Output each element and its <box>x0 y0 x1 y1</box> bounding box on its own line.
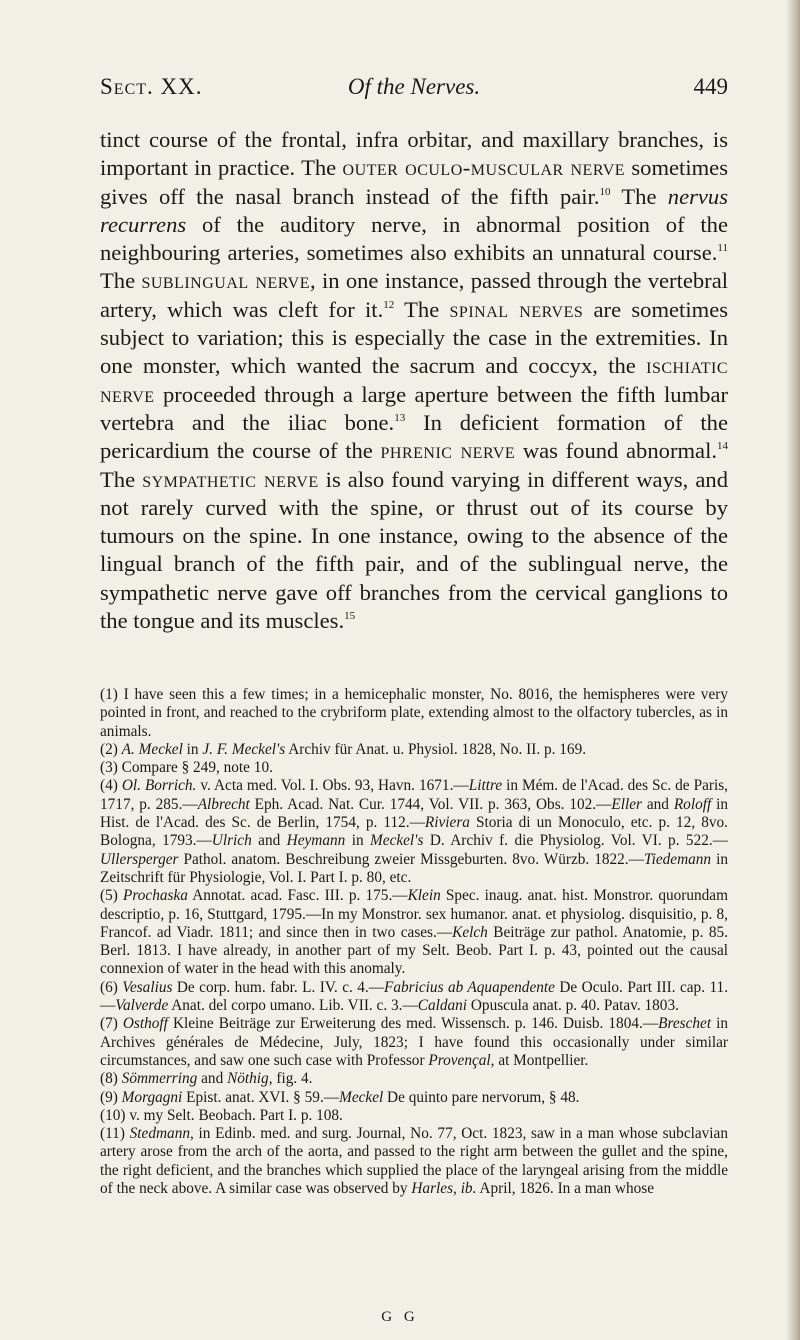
footnote-3: (3) Compare § 249, note 10. <box>100 759 273 777</box>
footnote-9: (9) Morgagni Epist. anat. XVI. § 59.—Meckel De quinto pare nervorum, § 48. <box>100 1088 580 1106</box>
running-header <box>100 74 728 110</box>
footnote-ref-15: 15 <box>344 610 356 623</box>
footnote-6: (6) Vesalius De corp. hum. fabr. L. IV. c. 4.—Fabricius ab Aquapendente De Oculo. Part III. cap. 11.—Valverde Anat. del corpo umano. Lib. VII. c. 3.—Caldani Opuscula anat. p. 40. Patav. 1803. <box>100 978 729 1015</box>
footnote-ref-10: 10 <box>599 185 611 198</box>
term-nervus-recurrens: nervus recurrens <box>100 183 729 237</box>
footnote-ref-14: 14 <box>717 440 728 453</box>
term-sympathetic-nerve: sympathetic nerve <box>142 466 319 492</box>
footnote-7: (7) Osthoff Kleine Beiträge zur Erweiterung des med. Wissensch. p. 146. Duisb. 1804.—Breschet in Archives générales de Médecine, July, 1823; I have found this occasionally under similar circumstances, and saw one such case with Professor Provençal, at Montpellier. <box>100 1015 728 1069</box>
footnote-5: (5) Prochaska Annotat. acad. Fasc. III. p. 175.—Klein Spec. inaug. anat. hist. Monstror. quorundam descriptio, p. 16, Stuttgard, 1795.—In my Monstror. sex humanor. anat. et physiolog. disquisitio, p. 8, Francof. ad Viadr. 1811; and since then in two cases.—Kelch Beiträge zur pathol. Anatomie, p. 85. Berl. 1813. I have already, in another part of my Selt. Beob. Part I. p. 43, pointed out the causal connexion of water in the head with this anomaly. <box>100 887 729 978</box>
footnote-ref-13: 13 <box>394 411 406 424</box>
footnote-11: (11) Stedmann, in Edinb. med. and surg. Journal, No. 77, Oct. 1823, saw in a man whose subclavian artery arose from the arch of the aorta, and passed to the right arm between the gullet and the spine, the right deficient, and the branches which supplied the place of the laryngeal arising from the middle of the neck above. A similar case was observed by Harles, ib. April, 1826. In a man whose <box>100 1125 728 1198</box>
footnotes <box>100 686 728 1198</box>
term-ischiatic-nerve: ischiatic nerve <box>100 353 728 407</box>
term-spinal-nerves: spinal nerves <box>449 296 584 322</box>
footnote-4: (4) Ol. Borrich. v. Acta med. Vol. I. Obs. 93, Havn. 1671.—Littre in Mém. de l'Acad. des Sc. de Paris, 1717, p. 285.—Albrecht Eph. Acad. Nat. Cur. 1744, Vol. VII. p. 363, Obs. 102.—Eller and Roloff in Hist. de l'Acad. des Sc. de Berlin, 1754, p. 112.—Riviera Storia di un Monoculo, etc. p. 12, 8vo. Bologna, 1793.—Ulrich and Heymann in Meckel's D. Archiv f. die Physiolog. Vol. VI. p. 522.—Ullersperger Pathol. anatom. Beschreibung zweier Missgeburten. 8vo. Würzb. 1822.—Tiedemann in Zeitschrift für Physiologie, Vol. I. Part I. p. 80, etc. <box>100 777 729 886</box>
footnote-2: (2) A. Meckel in J. F. Meckel's Archiv für Anat. u. Physiol. 1828, No. II. p. 169. <box>100 740 587 758</box>
page-title: Of the Nerves. <box>347 74 481 99</box>
footnote-1: (1) I have seen this a few times; in a hemicephalic monster, No. 8016, the hemispheres were very pointed in front, and reached to the crybriform plate, extending almost to the olfactory tubercles, as in animals. <box>100 686 728 740</box>
term-phrenic-nerve: phrenic nerve <box>380 438 516 464</box>
signature-mark: G G <box>381 1309 419 1325</box>
page-number: 449 <box>693 74 728 99</box>
footnote-8: (8) Sömmerring and Nöthig, fig. 4. <box>100 1070 313 1088</box>
section-label: Sect. XX. <box>100 74 203 99</box>
footnote-ref-12: 12 <box>383 298 395 311</box>
term-outer-oculo-muscular-nerve: outer oculo-muscular nerve <box>342 155 626 181</box>
footnote-ref-11: 11 <box>717 242 728 255</box>
term-sublingual-nerve: sublingual nerve <box>141 268 310 294</box>
footnote-10: (10) v. my Selt. Beobach. Part I. p. 108. <box>100 1106 343 1124</box>
main-text: tinct course of the frontal, infra orbitar, and maxillary branches, is important in practice. The outer oculo-muscular nerve sometimes gives off the nasal branch instead of the fifth pair.$^{10}$ The nervus recurrens of the auditory nerve, in abnormal position of the neighbouring arteries, sometimes also exhibits an unnatural course.$^{11}$ The sublingual nerve, in one instance, passed through the vertebral artery, which was cleft for it.$^{12}$ The spinal nerves are sometimes subject to variation; this is especially the case in the extremities. In one monster, which wanted the sacrum and coccyx, the ischiatic nerve proceeded through a large aperture between the fifth lumbar vertebra and the iliac bone.$^{13}$ In deficient formation of the pericardium the course of the phrenic nerve was found abnormal.$^{14}$ The sympathetic nerve is also found varying in different ways, and not rarely curved with the spine, or thrust out of its course by tumours on the spine. In one instance, owing to the absence of the lingual branch of the fifth pair, and of the sublingual nerve, the sympathetic nerve gave off branches from the cervical ganglions to the tongue and its muscles.$^{15}$ <box>100 127 729 634</box>
page-spine-shadow <box>786 0 800 1340</box>
